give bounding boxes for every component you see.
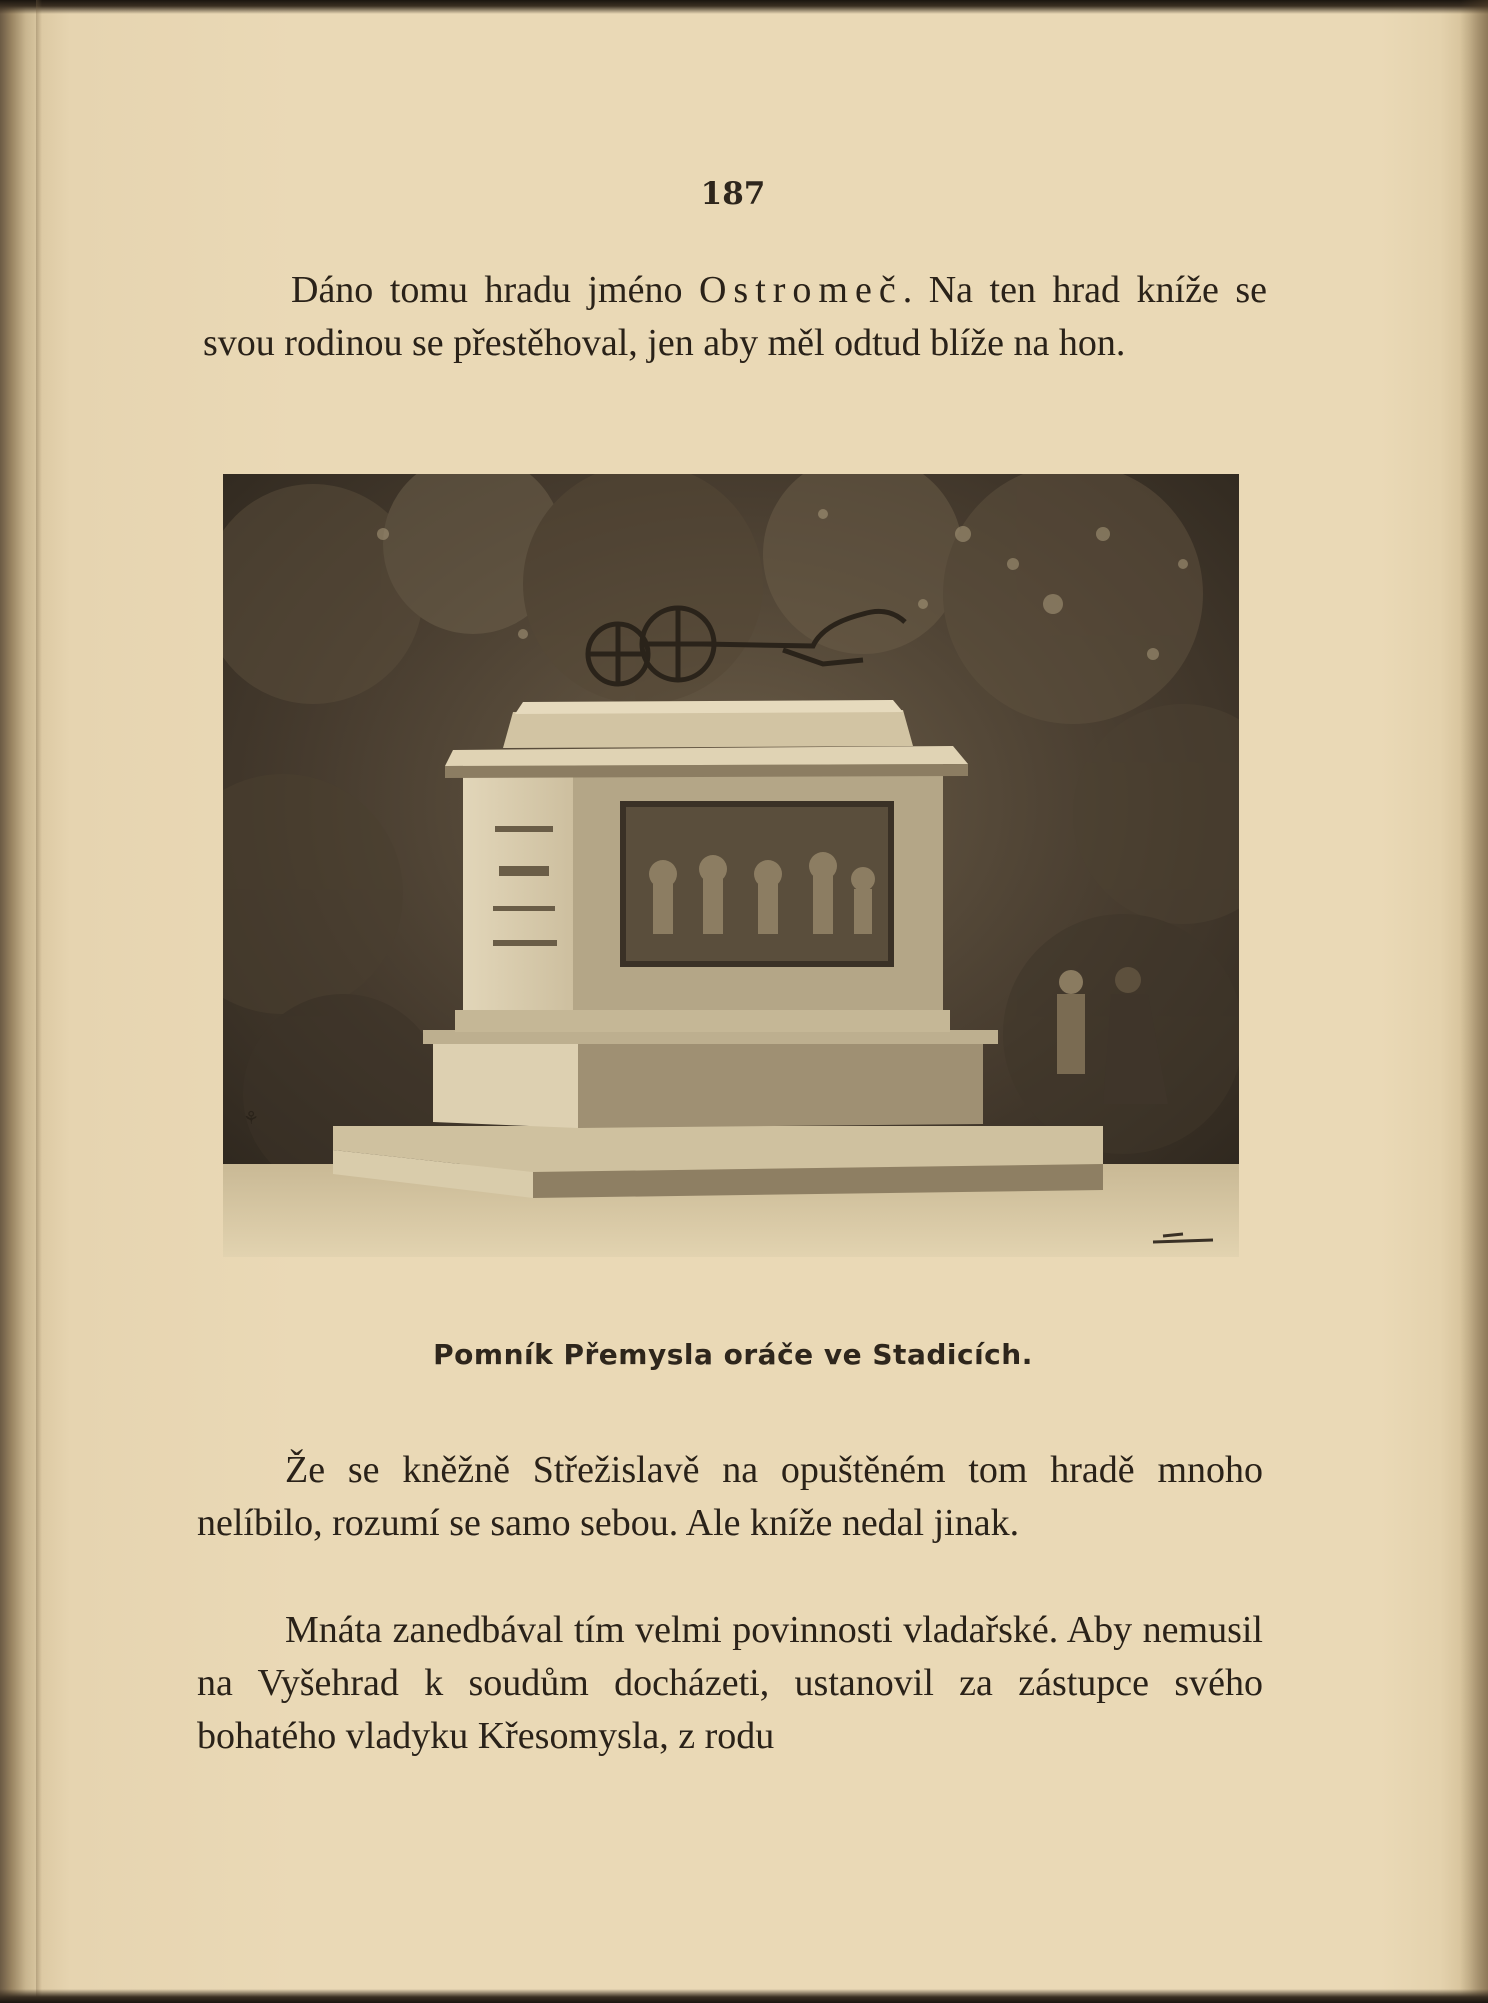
paragraph-mnata: Mnáta zanedbával tím velmi povinnosti vladařské. Aby nemusil na Vyšehrad k soudům docházeti, ustanovil za zástupce svého bohatého vladyku Křesomysla, z rodu bbox=[197, 1609, 1263, 1757]
paragraph-strezislava: Že se kněžně Střežislavě na opuštěném tom hradě mnoho nelíbilo, rozumí se samo sebou. Ale kníže nedal jinak. bbox=[197, 1449, 1263, 1544]
paragraph-ostromec bbox=[203, 264, 1267, 370]
monument-illustration bbox=[223, 474, 1239, 1257]
monument-engraving bbox=[223, 474, 1239, 1257]
book-gutter bbox=[36, 0, 42, 2003]
monument-pedestal-side bbox=[463, 750, 573, 1014]
castle-name-spaced: Ostromeč bbox=[698, 269, 903, 311]
page-top-edge bbox=[0, 0, 1488, 14]
engraver-mark-left: ⚘ bbox=[243, 1108, 260, 1129]
page-number: 187 bbox=[700, 176, 766, 212]
paragraph-ostromec-text-1: Dáno tomu hradu jméno bbox=[291, 269, 699, 311]
page-bottom-edge bbox=[0, 1989, 1488, 2003]
paragraph-ostromec-text-2: . Na ten hrad kníže se svou rodinou se přestěhoval, jen aby měl odtud blíže na hon. bbox=[203, 269, 1267, 364]
figure-caption: Pomník Přemysla oráče ve Stadicích. bbox=[433, 1338, 1033, 1371]
page-right-shadow bbox=[1460, 0, 1488, 2003]
